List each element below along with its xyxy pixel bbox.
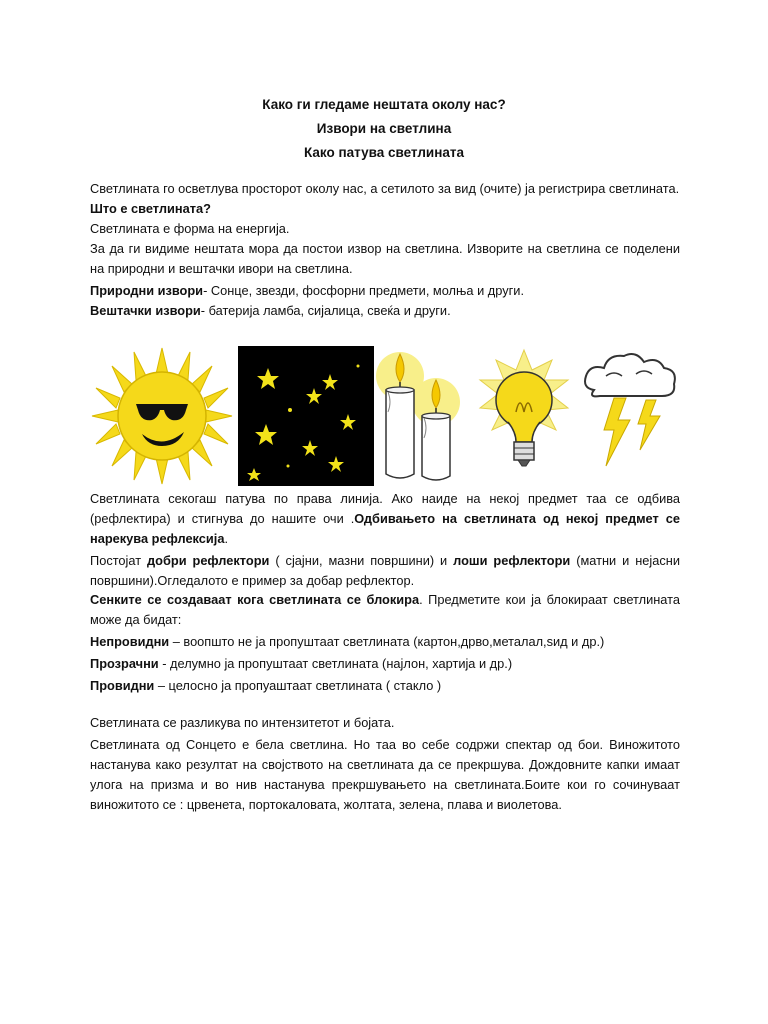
translucent-line xyxy=(90,654,680,674)
natural-sources-label: Природни извори xyxy=(90,283,204,298)
night-stars-icon xyxy=(238,346,374,486)
reflectors-text-a: Постојат xyxy=(90,553,148,568)
light-bulb-icon xyxy=(472,346,576,486)
travel-paragraph-1 xyxy=(90,489,680,549)
transparent-line xyxy=(90,676,680,696)
shadows-paragraph xyxy=(90,590,680,630)
intro-paragraph-4: За да ги видиме нештата мора да постои извор на светлина. Изворите на светлина се поделени на природни и вештачки ивори на светлина. xyxy=(90,241,680,276)
colors-paragraph-1: Светлината се разликува по интензитетот и бојата. xyxy=(90,715,395,730)
reflection-definition: Одбивањето на светлината од некој предмет се нарекува рефлексија xyxy=(90,511,680,546)
natural-sources-line xyxy=(90,281,680,301)
artificial-sources-label: Вештачки извори xyxy=(90,303,201,318)
reflectors-text-e: (матни и нејасни површини).Огледалото е пример за добар рефлектор. xyxy=(90,553,680,588)
opaque-line xyxy=(90,632,680,652)
shadows-text: . Предметите кои ја блокираат светлината може да бидат: xyxy=(90,592,680,627)
artificial-sources-line xyxy=(90,301,680,321)
title-block xyxy=(0,93,768,165)
reflectors-text-c: ( сјајни, мазни површини) и xyxy=(269,553,454,568)
colors-section xyxy=(90,713,680,815)
sun-icon xyxy=(88,346,236,486)
intro-paragraph-1: Светлината го осветлува просторот околу нас, а сетилото за вид (очите) ја регистрира светлината. xyxy=(90,181,680,196)
main-title: Како ги гледаме нештата околу нас? xyxy=(262,97,506,112)
travel-period: . xyxy=(224,531,229,546)
candles-icon xyxy=(374,346,470,486)
bad-reflectors-label: лоши рефлектори xyxy=(453,553,571,568)
light-travel-section xyxy=(90,489,680,591)
lightning-cloud-icon xyxy=(580,346,680,486)
translucent-text: - делумно ја пропуштаат светлината (најлон, хартија и др.) xyxy=(158,656,513,671)
colors-paragraph-2: Светлината од Сонцето е бела светлина. Но таа во себе содржи спектар од бои. Виножитото настанува како резултат на својството на светлината да се прекршува. Дождовните капки имаат улога на призма и во нив настанува прекршувањето на светлината.Боите кои го сочинуваат виножитото се : црвенета, портокаловата, жолтата, зелена, плава и виолетова. xyxy=(90,737,680,812)
light-sources-illustrations xyxy=(88,346,680,486)
shadows-section xyxy=(90,590,680,696)
artificial-sources-text: - батерија ламба, сијалица, свеќа и други. xyxy=(200,303,451,318)
opaque-label: Непровидни xyxy=(90,634,170,649)
what-is-light-question: Што е светлината? xyxy=(90,201,211,216)
transparent-label: Провидни xyxy=(90,678,155,693)
subtitle-travel: Како патува светлината xyxy=(303,145,465,160)
shadows-definition: Сенките се создаваат кога светлината се блокира xyxy=(90,592,420,607)
natural-sources-text: - Сонце, звезди, фосфорни предмети, молња и други. xyxy=(203,283,525,298)
subtitle-sources: Извори на светлина xyxy=(316,121,452,136)
translucent-label: Прозрачни xyxy=(90,656,159,671)
intro-section xyxy=(90,179,680,321)
opaque-text: – воопшто не ја пропуштаат светлината (картон,дрво,металал,ѕид и др.) xyxy=(169,634,605,649)
reflectors-paragraph xyxy=(90,551,680,591)
good-reflectors-label: добри рефлектори xyxy=(147,553,270,568)
travel-text-1: Светлината секогаш патува по права линија. Ако наиде на некој предмет таа се одбива (рефлектира) и стигнува до нашите очи . xyxy=(90,491,680,526)
transparent-text: – целосно ја пропуаштаат светлината ( стакло ) xyxy=(154,678,442,693)
intro-paragraph-3: Светлината е форма на енергија. xyxy=(90,221,290,236)
